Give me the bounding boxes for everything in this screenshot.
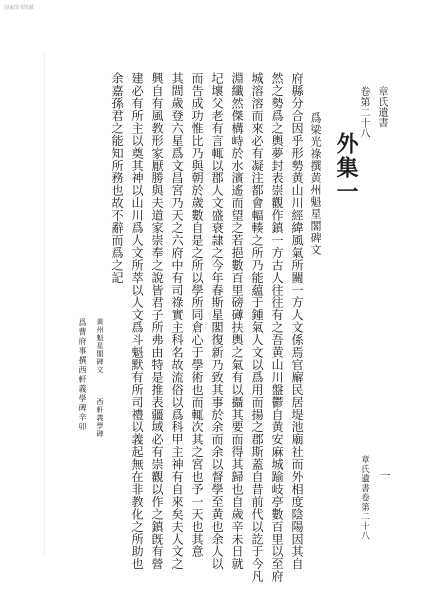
body-line-5: 圮壞父老有言輒以郡人文盛衰隷之今年春斯星閣復新乃致其事於余而余以督學至黄也余人以 [210, 72, 225, 570]
body-line-2: 然之勢爲之輿夢封表崇觀作鎮一方古人往往有之吾黄山川盤鬱自黄安麻城踰岐亭數百里以至府 [270, 72, 285, 583]
body-line-4: 淵纖然傑構峙於水濱遙而望之若挹數百里磅礡扶輿之氣有以攝其要而得其歸也自歲辛未日就 [230, 72, 245, 570]
section-title: 外集一 [333, 132, 359, 204]
body-line-10: 余嘉孫君之能知所務也故不辭而爲之記 [110, 72, 125, 284]
article-title: 爲梁光祿撰黄州魁星閣碑文 [309, 112, 322, 256]
footer-signature: 爲曹府事撰西軒義學碑辛卯 [78, 318, 87, 432]
book-title: 章氏遺書 [376, 86, 387, 128]
volume-number: 卷第二十八 [358, 86, 369, 139]
body-line-8: 興自有風教形家厭勝與夫道家崇奉之說皆君子所弗由特是推表疆域必有崇觀以作之鎮旣有營 [150, 72, 165, 570]
footer-subtitle: 黄州魁星閣碑文 [96, 318, 104, 374]
page-number: 一 [378, 470, 389, 480]
running-footer: 章氏遺書卷第二十八 [359, 455, 370, 541]
body-line-7: 其間歲登六星爲文昌宮乃天之六府中有司祿實主科名故流俗以爲科甲主神有自來矣夫人文之 [170, 72, 185, 570]
library-stamp: 国家图书馆藏 [4, 5, 35, 11]
body-line-1: 府縣分合因乎形勢黄山川經緯風氣所關一方人文係焉官廨民居堤池廟社而外相度陰陽因其自 [290, 72, 305, 570]
body-line-3: 城溶溶而來必有凝注都會輻輳之所乃能藴于鍾氣人文以爲用而揚之郡斯蓋自昔前代以訖于今凡 [250, 72, 265, 583]
body-line-9: 建必有所主以奠其神以山川爲人文所萃以人文爲斗魁默有所司禮以義起無在非教化之所助也 [130, 72, 145, 570]
body-line-6: 而告成功惟比乃與朝於歲數自是之所以學所同倉心于學術也而輒次其之宮也予一天也其意 [190, 72, 205, 558]
footer-note: 西軒義學碑 [96, 398, 104, 438]
